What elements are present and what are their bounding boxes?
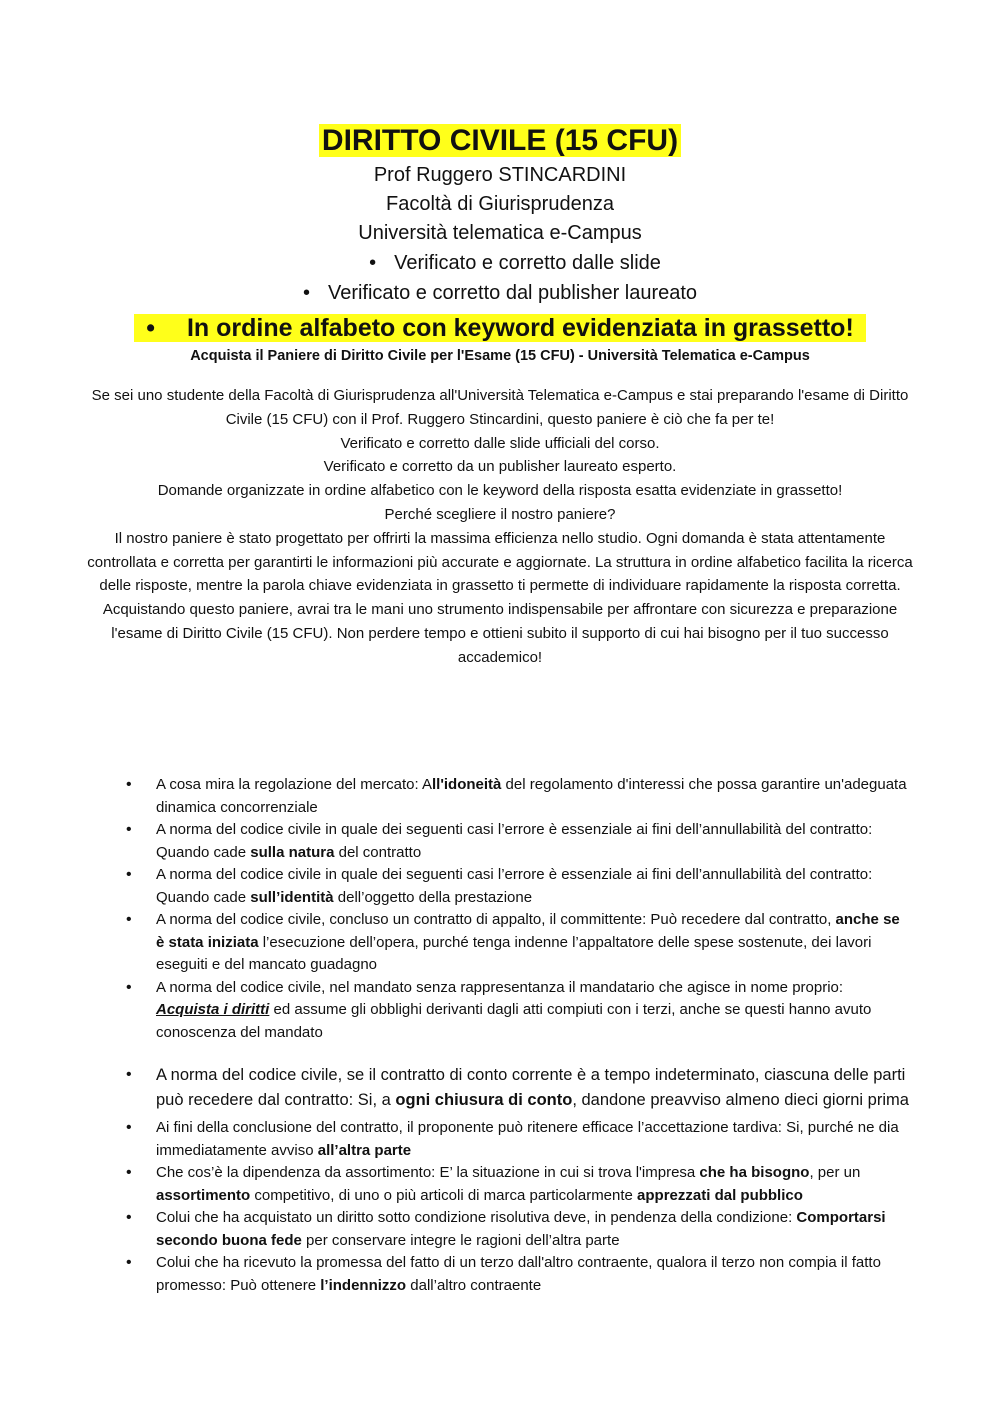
promo-paragraph: Domande organizzate in ordine alfabetico con le keyword della risposta esatta evidenziate in grassetto!	[157, 482, 843, 500]
list-item: • A norma del codice civile, se il contratto di conto corrente è a tempo indeterminato, ciascuna delle parti può recedere dal contratto: Si, a ogni chiusura di conto, dandone preavviso almeno dieci giorni prima	[120, 1063, 910, 1112]
header-bullet: • Verificato e corretto dalle slide	[0, 249, 1000, 278]
promo-text	[80, 384, 920, 670]
question-list	[120, 774, 910, 1044]
list-item: • Che cos’è la dipendenza da assortimento: E’ la situazione in cui si trova l'impresa che ha bisogno, per un assortimento competitivo, di uno o più articoli di marca particolarmente apprezzati dal pubblico	[120, 1162, 910, 1207]
bullet-icon: •	[302, 282, 310, 304]
list-item: • Colui che ha acquistato un diritto sotto condizione risolutiva deve, in pendenza della condizione: Comportarsi secondo buona fede per conservare integre le ragioni dell’altra parte	[120, 1207, 910, 1252]
list-item: • A cosa mira la regolazione del mercato: All'idoneità del regolamento d'interessi che possa garantire un'adeguata dinamica concorrenziale	[120, 774, 910, 819]
promo-paragraph: Il nostro paniere è stato progettato per offrirti la massima efficienza nello studio. Ogni domanda è stata attentamente controllata e corretta per garantirti le informazioni più accurate e aggiornate. La struttura in ordine alfabetico facilita la ricerca delle risposte, mentre la parola chiave evidenziata in grassetto ti permette di individuare rapidamente la risposta corretta.	[87, 529, 913, 595]
promo-paragraph: Se sei uno studente della Facoltà di Giurisprudenza all'Università Telematica e-Campus e stai preparando l'esame di Diritto Civile (15 CFU) con il Prof. Ruggero Stincardini, questo paniere è ciò che fa per te!	[91, 387, 909, 428]
professor-name: Prof Ruggero STINCARDINI	[373, 164, 627, 186]
promo-paragraph: Verificato e corretto dalle slide ufficiali del corso.	[340, 434, 660, 452]
header-bullet: • Verificato e corretto dal publisher laureato	[0, 279, 1000, 308]
promo-title: Acquista il Paniere di Diritto Civile per l'Esame (15 CFU) - Università Telematica e-Campus	[190, 348, 810, 364]
list-item: • A norma del codice civile, nel mandato senza rappresentanza il mandatario che agisce in nome proprio: Acquista i diritti ed assume gli obblighi derivanti dagli atti compiuti con i terzi, anche se questi hanno avuto conoscenza del mandato	[120, 977, 910, 1045]
list-item: • A norma del codice civile in quale dei seguenti casi l’errore è essenziale ai fini dell’annullabilità del contratto: Quando cade sulla natura del contratto	[120, 819, 910, 864]
university-name: Università telematica e-Campus	[358, 222, 642, 244]
faculty-name: Facoltà di Giurisprudenza	[386, 193, 614, 215]
list-item: • Colui che ha ricevuto la promessa del fatto di un terzo dall'altro contraente, qualora il terzo non compia il fatto promesso: Può ottenere l’indennizzo dall’altro contraente	[120, 1252, 910, 1297]
bullet-icon: •	[369, 252, 377, 274]
promo-paragraph: Acquistando questo paniere, avrai tra le mani uno strumento indispensabile per affrontare con sicurezza e preparazione l'esame di Diritto Civile (15 CFU). Non perdere tempo e ottieni subito il supporto di cui hai bisogno per il tuo successo accademico!	[102, 601, 898, 666]
question-list	[120, 1063, 910, 1297]
highlight-bullet: • In ordine alfabeto con keyword evidenziata in grassetto!	[0, 310, 1000, 346]
list-item: • A norma del codice civile, concluso un contratto di appalto, il committente: Può recedere dal contratto, anche se è stata iniziata l’esecuzione dell’opera, purché tenga indenne l’appaltatore delle spese sostenute, dei lavori eseguiti e del mancato guadagno	[120, 909, 910, 977]
promo-paragraph: Verificato e corretto da un publisher laureato esperto.	[323, 458, 677, 476]
bullet-icon: •	[140, 314, 161, 342]
list-item: • Ai fini della conclusione del contratto, il proponente può ritenere efficace l’accettazione tardiva: Si, purché ne dia immediatamente avviso all’altra parte	[120, 1117, 910, 1162]
document-title: DIRITTO CIVILE (15 CFU)	[0, 122, 1000, 160]
promo-paragraph: Perché scegliere il nostro paniere?	[384, 505, 616, 523]
list-item: • A norma del codice civile in quale dei seguenti casi l’errore è essenziale ai fini dell’annullabilità del contratto: Quando cade sull’identità dell’oggetto della prestazione	[120, 864, 910, 909]
